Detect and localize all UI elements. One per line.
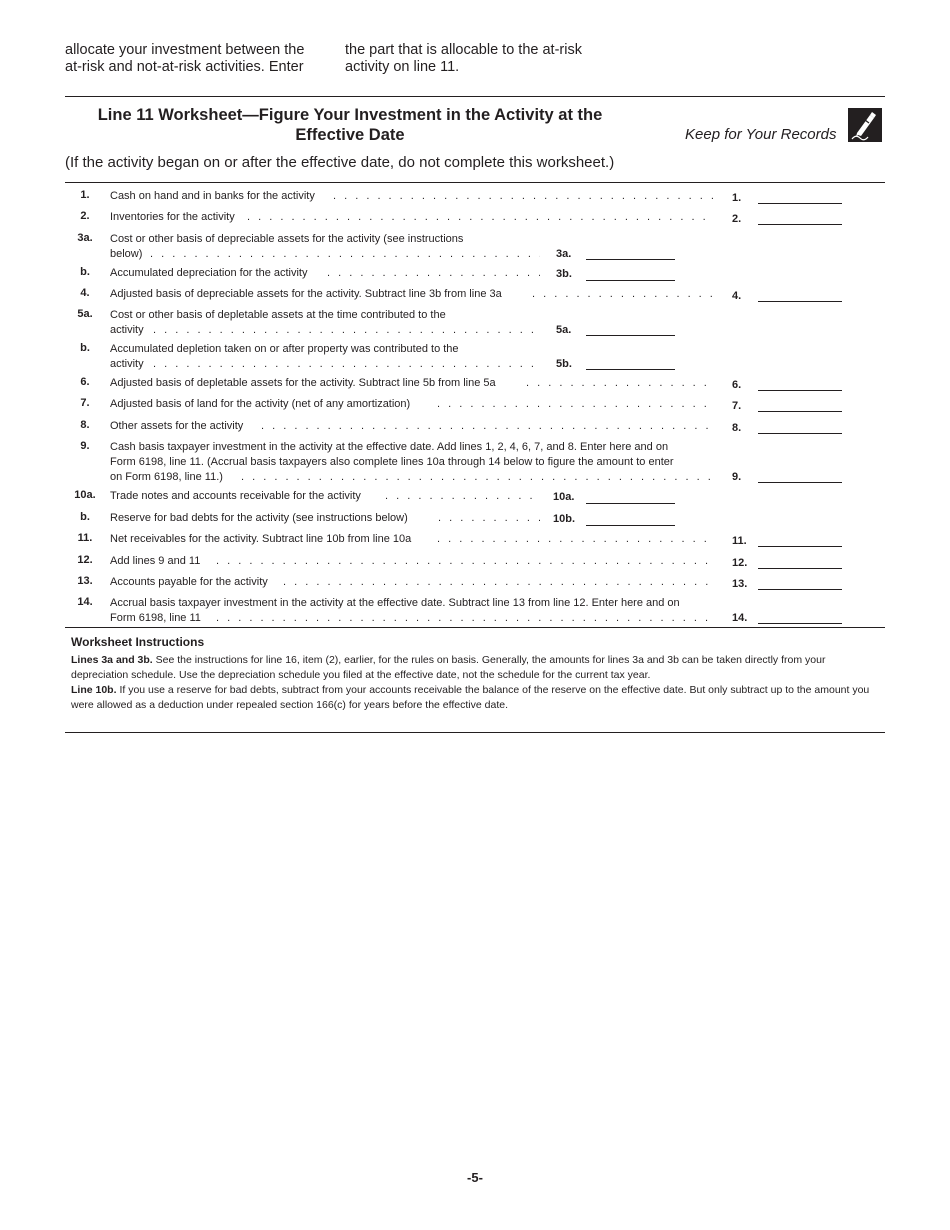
line-6-input[interactable]	[758, 376, 842, 391]
leader-dots	[283, 575, 713, 590]
leader-dots	[261, 419, 713, 434]
leader-dots	[532, 287, 713, 302]
leader-dots	[247, 210, 713, 225]
line-14-input[interactable]	[758, 609, 842, 624]
instructions-bottom-rule	[65, 732, 885, 733]
line-5a-input[interactable]	[586, 321, 675, 336]
page-number: -5-	[467, 1170, 483, 1185]
leader-dots	[216, 611, 713, 626]
line-1-input[interactable]	[758, 189, 842, 204]
top-text-left: allocate your investment between the at-risk and not-at-risk activities. Enter	[65, 42, 305, 75]
leader-dots	[241, 470, 713, 485]
line-11-input[interactable]	[758, 532, 842, 547]
line-7-input[interactable]	[758, 397, 842, 412]
leader-dots	[526, 376, 713, 391]
keep-for-records: Keep for Your Records	[685, 126, 837, 143]
instructions-title: Worksheet Instructions	[71, 635, 205, 649]
line-10a-input[interactable]	[586, 489, 675, 504]
leader-dots	[216, 554, 713, 569]
line-9-input[interactable]	[758, 468, 842, 483]
top-text-right: the part that is allocable to the at-risk activity on line 11.	[345, 42, 582, 75]
instructions-line-10b: Line 10b. If you use a reserve for bad debts, subtract from your accounts receivable the balance of the reserve on the effective date. But only subtract up to the amount you were allowed as a deduction under repealed section 166(c) for years before the effective date.	[71, 684, 870, 711]
line-3a-input[interactable]	[586, 245, 675, 260]
leader-dots	[150, 247, 540, 262]
leader-dots	[438, 511, 540, 526]
line-5b-input[interactable]	[586, 355, 675, 370]
instructions-lines-3a-3b: Lines 3a and 3b. See the instructions for line 16, item (2), earlier, for the rules on basis. Generally, the amounts for lines 3a and 3b can be taken directly from your depreciation schedule. Use the depreciation schedule you filed at the effective date, not the schedule for the current tax year.	[71, 654, 826, 681]
line-4-input[interactable]	[758, 287, 842, 302]
leader-dots	[437, 532, 713, 547]
line-10b-input[interactable]	[586, 511, 675, 526]
line-3b-input[interactable]	[586, 266, 675, 281]
worksheet-subnote: (If the activity began on or after the effective date, do not complete this worksheet.)	[65, 154, 615, 171]
worksheet-bottom-rule	[65, 627, 885, 628]
leader-dots	[333, 189, 713, 204]
leader-dots	[385, 489, 540, 504]
leader-dots	[437, 397, 713, 412]
leader-dots	[327, 266, 540, 281]
pencil-icon	[848, 108, 882, 142]
leader-dots	[153, 323, 540, 338]
line-2-input[interactable]	[758, 210, 842, 225]
line-13-input[interactable]	[758, 575, 842, 590]
worksheet-top-rule	[65, 182, 885, 183]
line-8-input[interactable]	[758, 419, 842, 434]
leader-dots	[153, 357, 540, 372]
line-12-input[interactable]	[758, 554, 842, 569]
worksheet-title: Line 11 Worksheet—Figure Your Investment in the Activity at the Effective Date	[97, 106, 603, 144]
top-divider	[65, 96, 885, 97]
